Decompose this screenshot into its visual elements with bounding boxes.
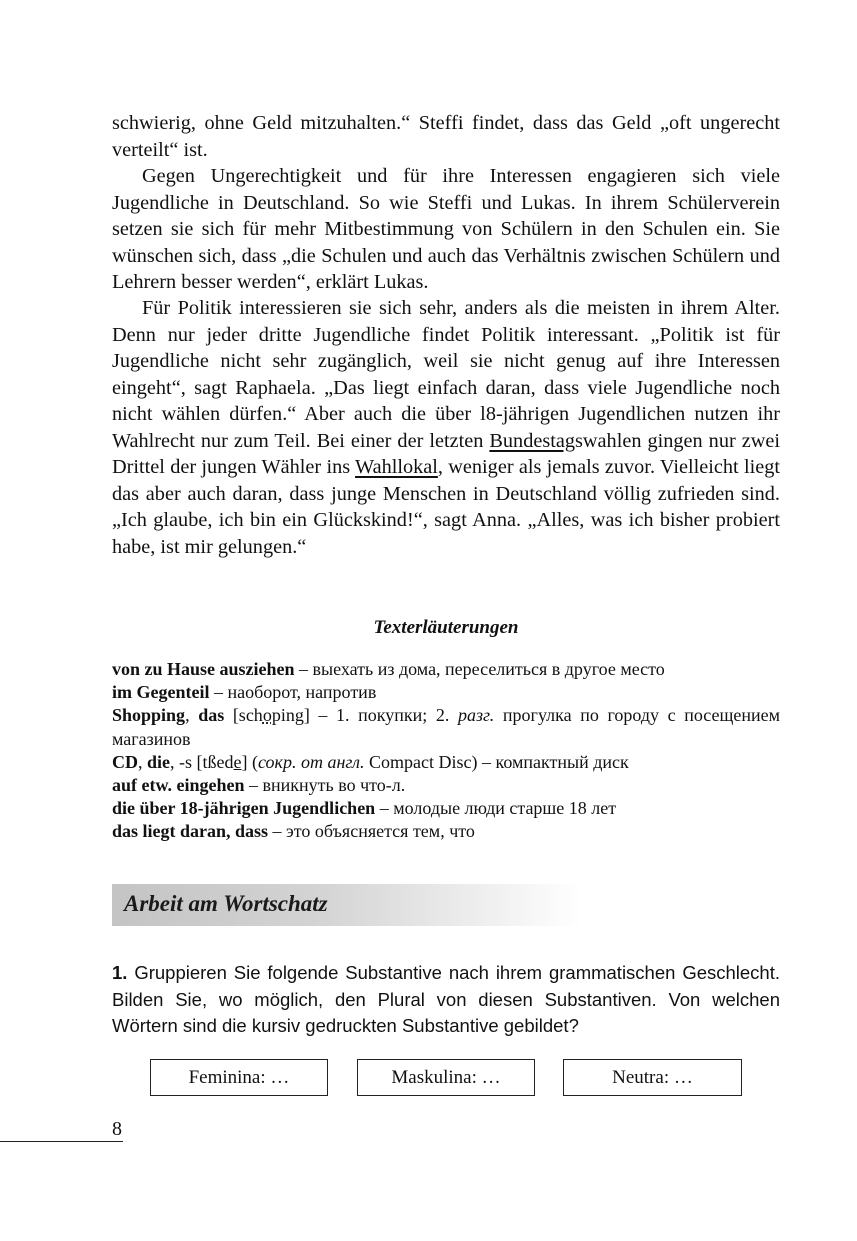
paragraph-3-text-b: swahlen gingen nur zwei Drittel der jungen Wähler ins: [112, 429, 780, 478]
paragraph-2-text: Gegen Ungerechtigkeit und für ihre Interessen engagieren sich viele Jugendliche in Deutschland. So wie Steffi und Lukas. In ihrem Schülerverein setzen sie sich für mehr Mitbestimmung von Schülern in den Schulen ein. Sie wünschen sich, dass „die Schulen und auch das Verhältnis zwischen Schülern und Lehrern besser werden“, erklärt Lukas.: [112, 165, 780, 293]
glossary-item: [112, 820, 780, 843]
task-number: 1.: [112, 962, 128, 983]
glossary-definition: – молодые люди старше 18 лет: [375, 798, 617, 819]
glossary-definition: прогулка по городу с посещением магазинов: [112, 705, 781, 749]
glossary-term: die über 18-jährigen Jugendlichen: [112, 798, 376, 819]
task-1: [112, 960, 780, 1040]
glossary-term: von zu Hause ausziehen: [112, 659, 295, 679]
glossary-separator: ,: [138, 751, 147, 772]
paragraph-3-text-c: , weniger als jemals zuvor. Vielleicht liegt das aber auch daran, dass junge Menschen in Deutschland völlig zufrieden sind. „Ich glaube, ich bin ein Glückskind!“, sagt Anna. „Alles, was ich bisher probiert habe, ist mir gelungen.“: [112, 456, 780, 558]
paragraph-3-text-a: Für Politik interessieren sie sich sehr, anders als die meisten in ihrem Alter. Denn nur jeder dritte Jugendliche findet Politik interessant. „Politik ist für Jugendliche nicht sehr zugänglich, weil sie nicht genug auf ihre Interessen eingeht“, sagt Raphaela. „Das liegt einfach daran, dass viele Jugendliche noch nicht wählen dürfen.“ Aber auch die über l8-jährigen Jugendlichen nutzen ihr Wahlrecht nur zum Teil. Bei einer der letzten: [112, 297, 780, 452]
paragraph-3: [112, 295, 780, 560]
glossary-item: [112, 751, 780, 774]
glossary-pronunciation: ] (: [241, 751, 258, 772]
glossary-abbreviation: сокр. от англ.: [258, 751, 365, 772]
page-number: 8: [112, 1118, 122, 1140]
glossary-definition: – выехать из дома, переселиться в другое место: [294, 659, 665, 679]
task-text: Gruppieren Sie folgende Substantive nach ihrem grammatischen Geschlecht. Bilden Sie, wo möglich, den Plural von diesen Substantiven. Von welchen Wörtern sind die kursiv gedruckten Substantive gebildet?: [112, 962, 780, 1036]
glossary-term: das liegt daran, dass: [112, 821, 269, 842]
glossary-stress-mark: e: [233, 751, 242, 772]
glossary-title: Texterläuterungen: [373, 617, 519, 638]
glossary-pronunciation: ping] – 1. покупки; 2.: [271, 705, 458, 726]
glossary-definition: – это объясняется тем, что: [268, 821, 475, 842]
glossary-article: die: [147, 751, 171, 772]
underlined-word-wahllokal: Wahllokal: [355, 456, 438, 478]
glossary-pronunciation: , -s [tßed: [170, 751, 234, 772]
glossary-definition: – вникнуть во что-л.: [244, 775, 406, 796]
maskulina-box: Maskulina: …: [357, 1059, 535, 1096]
glossary-item: [112, 658, 780, 681]
glossary-separator: ,: [185, 705, 199, 726]
glossary-definition: – наоборот, напротив: [209, 682, 377, 703]
glossary-term: CD: [112, 751, 138, 772]
footer-rule: [0, 1141, 123, 1142]
glossary-abbreviation: разг.: [458, 705, 495, 726]
glossary-item: [112, 797, 780, 820]
glossary-item: [112, 704, 780, 750]
underlined-word-bundestag: Bundestag: [489, 429, 576, 452]
glossary-definition: Compact Disc) – компактный диск: [364, 751, 629, 772]
paragraph-2: [112, 163, 780, 296]
paragraph-1: [112, 110, 780, 163]
section-header: [112, 884, 582, 926]
neutra-box: Neutra: …: [563, 1059, 742, 1096]
glossary-item: [112, 774, 780, 797]
glossary-term: im Gegenteil: [112, 682, 210, 703]
feminina-box: Feminina: …: [150, 1059, 328, 1096]
glossary-stress-mark: o: [262, 705, 272, 726]
glossary-item: [112, 681, 780, 704]
section-title: Arbeit am Wortschatz: [124, 891, 328, 916]
paragraph-1-text: schwierig, ohne Geld mitzuhalten.“ Steffi findet, dass das Geld „oft ungerecht verteilt“ ist.: [112, 112, 780, 161]
glossary-term: Shopping: [112, 705, 186, 726]
glossary-article: das: [198, 705, 225, 726]
glossary-term: auf etw. eingehen: [112, 775, 245, 796]
glossary-list: [112, 658, 780, 844]
glossary-pronunciation: [sch: [224, 705, 263, 726]
